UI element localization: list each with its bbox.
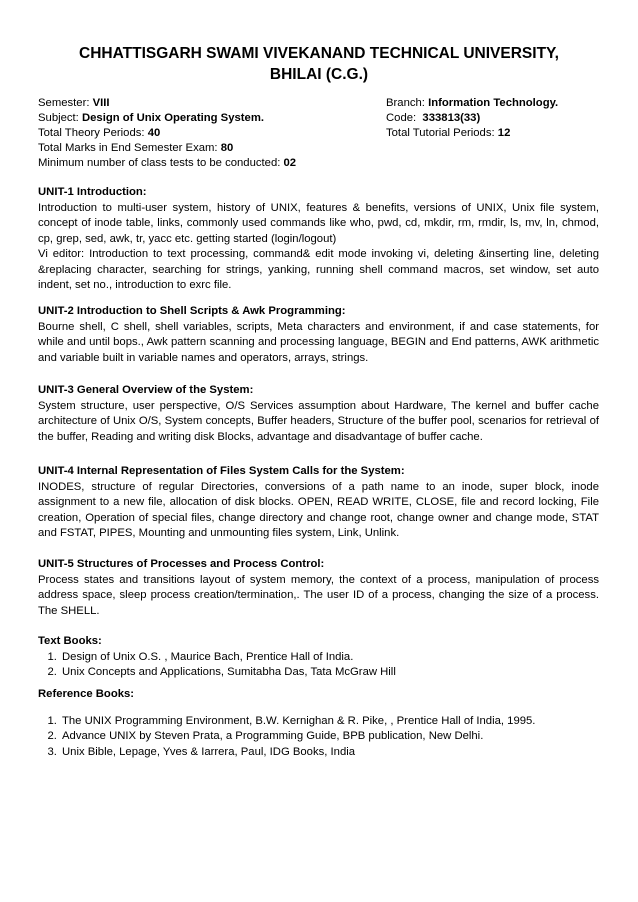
branch-value: Information Technology. bbox=[428, 97, 559, 109]
tutorial-periods-row bbox=[386, 126, 510, 141]
unit-4-heading: UNIT-4 Internal Representation of Files System Calls for the System: bbox=[38, 465, 405, 477]
unit-2-heading: UNIT-2 Introduction to Shell Scripts & Awk Programming: bbox=[38, 305, 346, 317]
unit-2-body: Bourne shell, C shell, shell variables, scripts, Meta characters and environment, if and case statements, for while and until bops., Awk pattern scanning and processing language, BEGIN and End patterns, AWK arithmetic and variable built in variable names and operators, arrays, strings. bbox=[38, 320, 599, 364]
total-marks-row bbox=[38, 141, 233, 156]
unit-4-body: INODES, structure of regular Directories, conversions of a path name to an inode, super block, inode assignment to a new file, allocation of disk blocks. OPEN, READ WRITE, CLOSE, file and record locking, File creation, Operation of special files, change directory and change root, change owner and change mode, STAT and FSTAT, PIPES, Mounting and unmounting files system, Link, Unlink. bbox=[38, 480, 599, 539]
total-marks-label: Total Marks in End Semester Exam: bbox=[38, 142, 221, 154]
unit-3-section bbox=[38, 383, 599, 445]
theory-periods-label: Total Theory Periods: bbox=[38, 127, 148, 139]
list-item: 1. Design of Unix O.S. , Maurice Bach, Prentice Hall of India. bbox=[60, 650, 599, 666]
semester-row bbox=[38, 96, 110, 111]
unit-5-heading: UNIT-5 Structures of Processes and Process Control: bbox=[38, 558, 325, 570]
code-value: 333813(33) bbox=[419, 112, 481, 124]
class-tests-row bbox=[38, 156, 296, 171]
unit-1-vi-editor: Vi editor: Introduction to text processing, command& edit mode invoking vi, deleting &inserting line, deleting &replacing character, searching for strings, yanking, running shell command macros, set window, set auto indent, set no., introduction to exrc file. bbox=[38, 248, 599, 291]
theory-periods-row bbox=[38, 126, 160, 141]
title-line-2: BHILAI (C.G.) bbox=[269, 66, 369, 83]
unit-3-body: System structure, user perspective, O/S Services assumption about Hardware, The kernel and buffer cache architecture of Unix O/S, System concepts, Buffer headers, Structure of the buffer pool, scenarios for retrieval of the buffer, Reading and writing disk Blocks, advantage and disadvantage of buffer cache. bbox=[38, 399, 599, 443]
semester-value: VIII bbox=[92, 97, 110, 109]
tutorial-periods-label: Total Tutorial Periods: bbox=[386, 127, 498, 139]
list-item: 2. Advance UNIX by Steven Prata, a Programming Guide, BPB publication, New Delhi. bbox=[60, 729, 599, 745]
unit-5-body: Process states and transitions layout of system memory, the context of a process, manipulation of process address space, sleep process creation/termination,. The user ID of a process, changing the size of a process. The SHELL. bbox=[38, 573, 599, 617]
list-item: 1. The UNIX Programming Environment, B.W. Kernighan & R. Pike, , Prentice Hall of India, 1995. bbox=[60, 714, 599, 730]
total-marks-value: 80 bbox=[220, 142, 234, 154]
reference-books-section bbox=[38, 687, 599, 760]
branch-label: Branch: bbox=[386, 97, 429, 109]
unit-1-heading: UNIT-1 Introduction: bbox=[38, 186, 147, 198]
unit-5-section bbox=[38, 557, 599, 619]
text-books-heading: Text Books: bbox=[38, 635, 102, 647]
subject-value: Design of Unix Operating System. bbox=[81, 112, 265, 124]
reference-books-list bbox=[38, 714, 599, 761]
text-books-list bbox=[38, 650, 599, 681]
class-tests-value: 02 bbox=[283, 157, 297, 169]
class-tests-label: Minimum number of class tests to be conducted: bbox=[38, 157, 284, 169]
text-books-section bbox=[38, 634, 599, 681]
unit-1-section bbox=[38, 185, 599, 294]
theory-periods-value: 40 bbox=[147, 127, 161, 139]
unit-4-section bbox=[38, 464, 599, 542]
code-row bbox=[386, 111, 480, 126]
reference-books-heading: Reference Books: bbox=[38, 688, 135, 700]
page-title bbox=[40, 43, 598, 85]
list-item: 3. Unix Bible, Lepage, Yves & Iarrera, Paul, IDG Books, India bbox=[60, 745, 599, 761]
unit-3-heading: UNIT-3 General Overview of the System: bbox=[38, 384, 254, 396]
subject-row bbox=[38, 111, 264, 126]
branch-row bbox=[386, 96, 558, 111]
code-label: Code: bbox=[386, 112, 420, 124]
list-item: 2. Unix Concepts and Applications, Sumitabha Das, Tata McGraw Hill bbox=[60, 665, 599, 681]
tutorial-periods-value: 12 bbox=[497, 127, 511, 139]
semester-label: Semester: bbox=[38, 97, 93, 109]
subject-label: Subject: bbox=[38, 112, 82, 124]
unit-2-section bbox=[38, 304, 599, 366]
title-line-1: CHHATTISGARH SWAMI VIVEKANAND TECHNICAL UNIVERSITY, bbox=[79, 45, 559, 62]
unit-1-body: Introduction to multi-user system, history of UNIX, features & benefits, versions of UNIX, Unix file system, concept of inode table, links, commonly used commands like who, pwd, cd, mkdir, rm, rmdir, ls, mv, ln, chmod, cp, grep, sed, awk, tr, yacc etc. getting started (login/logout) bbox=[38, 201, 599, 245]
